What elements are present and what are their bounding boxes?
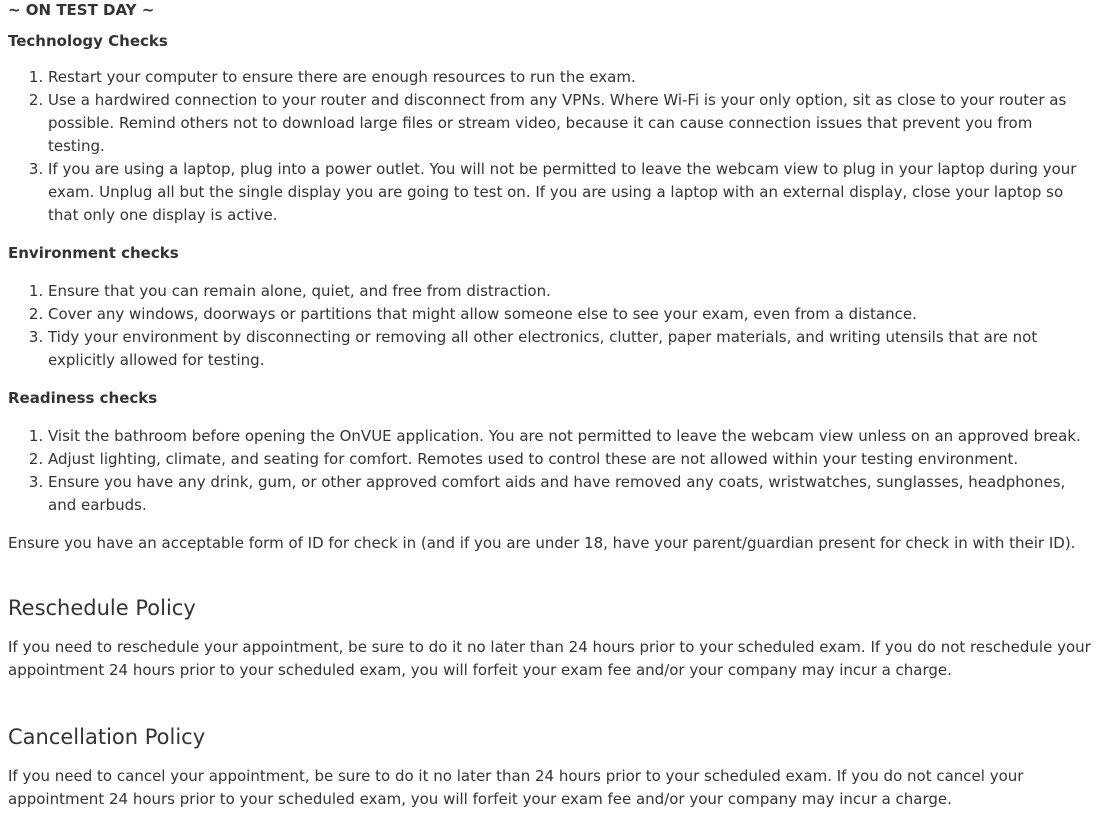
environment-checks-list — [8, 280, 1092, 372]
cancellation-policy-text: If you need to cancel your appointment, be sure to do it no later than 24 hours prior to your scheduled exam. If you do not cancel your appointment 24 hours prior to your scheduled exam, you will forfeit your exam fee and/or your company may incur a charge. — [8, 767, 1024, 808]
readiness-checks-list — [8, 425, 1092, 517]
readiness-checks-heading: Readiness checks — [8, 389, 158, 407]
reschedule-policy-text: If you need to reschedule your appointment, be sure to do it no later than 24 hours prior to your scheduled exam. If you do not reschedule your appointment 24 hours prior to your scheduled exam, you will forfeit your exam fee and/or your company may incur a charge. — [8, 638, 1091, 679]
page-title: ~ ON TEST DAY ~ — [8, 1, 155, 19]
list-item: 2. Use a hardwired connection to your router and disconnect from any VPNs. Where Wi-Fi is your only option, sit as close to your router as possible. Remind others not to download large files or stream video, because it can cause connection issues that prevent you from testing. — [48, 89, 1092, 158]
list-item: 1. Restart your computer to ensure there are enough resources to run the exam. — [48, 66, 1092, 89]
cancellation-policy-heading: Cancellation Policy — [8, 725, 206, 749]
reschedule-policy-heading: Reschedule Policy — [8, 596, 196, 620]
technology-checks-list — [8, 66, 1092, 227]
list-item: 2. Cover any windows, doorways or partitions that might allow someone else to see your exam, even from a distance. — [48, 303, 1092, 326]
list-item: 1. Ensure that you can remain alone, quiet, and free from distraction. — [48, 280, 1092, 303]
environment-checks-heading: Environment checks — [8, 244, 179, 262]
document-body — [8, 0, 1092, 811]
list-item: 2. Adjust lighting, climate, and seating for comfort. Remotes used to control these are not allowed within your testing environment. — [48, 448, 1092, 471]
list-item: 1. Visit the bathroom before opening the OnVUE application. You are not permitted to leave the webcam view unless on an approved break. — [48, 425, 1092, 448]
id-requirement-note: Ensure you have an acceptable form of ID for check in (and if you are under 18, have your parent/guardian present for check in with their ID). — [8, 534, 1076, 552]
list-item: 3. Ensure you have any drink, gum, or other approved comfort aids and have removed any coats, wristwatches, sunglasses, headphones, and earbuds. — [48, 471, 1092, 517]
list-item: 3. Tidy your environment by disconnecting or removing all other electronics, clutter, paper materials, and writing utensils that are not explicitly allowed for testing. — [48, 326, 1092, 372]
technology-checks-heading: Technology Checks — [8, 32, 168, 50]
list-item: 3. If you are using a laptop, plug into a power outlet. You will not be permitted to leave the webcam view to plug in your laptop during your exam. Unplug all but the single display you are going to test on. If you are using a laptop with an external display, close your laptop so that only one display is active. — [48, 158, 1092, 227]
